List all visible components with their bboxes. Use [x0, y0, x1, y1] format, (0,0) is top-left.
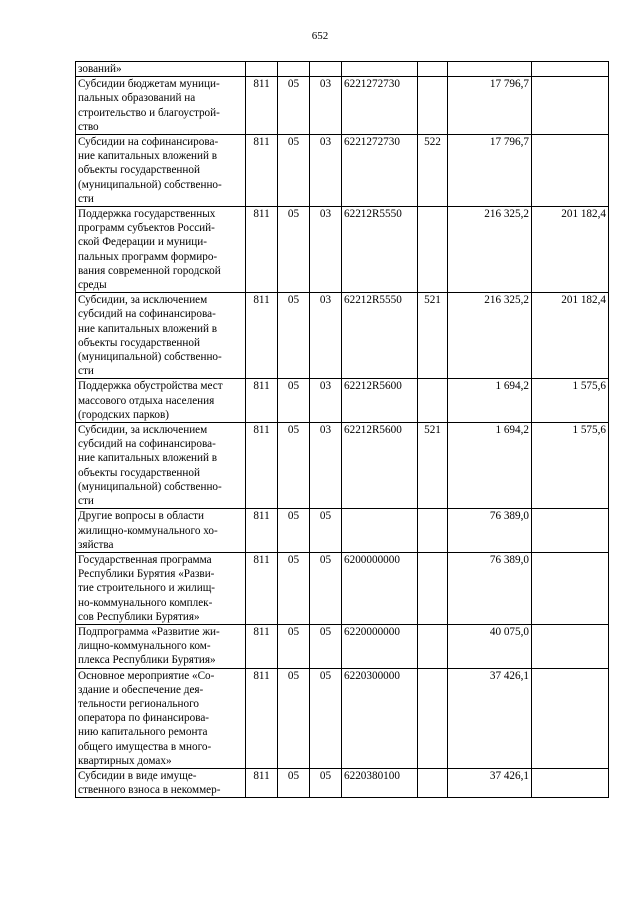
table-row [76, 207, 609, 293]
cell-rz: 05 [278, 135, 310, 207]
cell-pr: 03 [310, 135, 342, 207]
cell-ved: 811 [246, 552, 278, 624]
cell-sum-1: 1 694,2 [448, 379, 532, 423]
cell-pr [310, 62, 342, 77]
cell-sum-2 [532, 509, 609, 553]
table-row [76, 768, 609, 797]
row-name-text: Другие вопросы в области жилищно-коммунального хо- зяйства [78, 510, 218, 551]
row-name-text: Субсидии, за исключением субсидий на софинансирова- ние капитальных вложений в объекты государственной (муниципальной) собственно- сти [78, 294, 222, 378]
cell-vr: 521 [418, 293, 448, 379]
cell-csr: 62212R5600 [342, 379, 418, 423]
cell-csr: 6221272730 [342, 135, 418, 207]
table-row [76, 624, 609, 668]
cell-rz: 05 [278, 552, 310, 624]
cell-pr: 05 [310, 668, 342, 768]
cell-vr [418, 62, 448, 77]
cell-pr: 05 [310, 509, 342, 553]
cell-sum-2 [532, 668, 609, 768]
table-row [76, 77, 609, 135]
cell-ved: 811 [246, 135, 278, 207]
cell-ved: 811 [246, 768, 278, 797]
cell-sum-2 [532, 552, 609, 624]
cell-sum-1: 37 426,1 [448, 768, 532, 797]
cell-ved: 811 [246, 293, 278, 379]
cell-name [76, 768, 246, 797]
cell-ved [246, 62, 278, 77]
cell-sum-2 [532, 624, 609, 668]
cell-pr: 05 [310, 768, 342, 797]
cell-sum-2 [532, 768, 609, 797]
cell-csr: 6200000000 [342, 552, 418, 624]
cell-sum-1: 37 426,1 [448, 668, 532, 768]
cell-vr [418, 379, 448, 423]
row-name-text: Подпрограмма «Развитие жи- лищно-коммунального ком- плекса Республики Бурятия» [78, 625, 220, 667]
cell-ved: 811 [246, 624, 278, 668]
cell-csr: 62212R5600 [342, 423, 418, 509]
cell-sum-2: 201 182,4 [532, 207, 609, 293]
cell-sum-2 [532, 77, 609, 135]
cell-vr [418, 768, 448, 797]
cell-vr [418, 77, 448, 135]
cell-sum-1 [448, 62, 532, 77]
row-name-text: зований» [78, 63, 122, 75]
cell-vr [418, 624, 448, 668]
cell-ved: 811 [246, 207, 278, 293]
cell-ved: 811 [246, 509, 278, 553]
cell-sum-1: 17 796,7 [448, 77, 532, 135]
budget-table [75, 61, 609, 798]
cell-rz: 05 [278, 77, 310, 135]
cell-name [76, 509, 246, 553]
cell-csr [342, 509, 418, 553]
cell-vr [418, 668, 448, 768]
cell-sum-2: 1 575,6 [532, 379, 609, 423]
cell-name [76, 207, 246, 293]
cell-sum-2: 201 182,4 [532, 293, 609, 379]
table-row [76, 293, 609, 379]
cell-vr: 522 [418, 135, 448, 207]
cell-pr: 03 [310, 207, 342, 293]
cell-sum-2 [532, 62, 609, 77]
cell-sum-2 [532, 135, 609, 207]
cell-pr: 03 [310, 77, 342, 135]
table-row [76, 668, 609, 768]
cell-rz: 05 [278, 293, 310, 379]
table-row [76, 552, 609, 624]
row-name-text: Поддержка обустройства мест массового отдыха населения (городских парков) [78, 380, 223, 421]
cell-rz: 05 [278, 379, 310, 423]
cell-sum-1: 17 796,7 [448, 135, 532, 207]
cell-vr [418, 509, 448, 553]
cell-csr: 62212R5550 [342, 293, 418, 379]
cell-sum-2: 1 575,6 [532, 423, 609, 509]
table-row [76, 379, 609, 423]
cell-sum-1: 76 389,0 [448, 552, 532, 624]
cell-vr [418, 207, 448, 293]
cell-sum-1: 216 325,2 [448, 293, 532, 379]
cell-pr: 05 [310, 624, 342, 668]
cell-ved: 811 [246, 77, 278, 135]
cell-sum-1: 76 389,0 [448, 509, 532, 553]
cell-name [76, 552, 246, 624]
cell-pr: 03 [310, 379, 342, 423]
cell-sum-1: 216 325,2 [448, 207, 532, 293]
table-body [76, 62, 609, 798]
cell-name [76, 379, 246, 423]
cell-ved: 811 [246, 668, 278, 768]
cell-rz [278, 62, 310, 77]
cell-csr: 62212R5550 [342, 207, 418, 293]
cell-pr: 05 [310, 552, 342, 624]
table-row [76, 509, 609, 553]
cell-csr: 6220300000 [342, 668, 418, 768]
row-name-text: Субсидии, за исключением субсидий на софинансирова- ние капитальных вложений в объекты государственной (муниципальной) собственно- сти [78, 424, 222, 508]
row-name-text: Поддержка государственных программ субъектов Россий- ской Федерации и муници- пальных программ формиро- вания современной городской среды [78, 208, 221, 292]
cell-rz: 05 [278, 668, 310, 768]
cell-name [76, 62, 246, 77]
cell-name [76, 668, 246, 768]
cell-csr [342, 62, 418, 77]
cell-ved: 811 [246, 423, 278, 509]
table-row [76, 423, 609, 509]
cell-vr [418, 552, 448, 624]
cell-name [76, 624, 246, 668]
cell-name [76, 293, 246, 379]
cell-rz: 05 [278, 768, 310, 797]
cell-rz: 05 [278, 509, 310, 553]
cell-name [76, 135, 246, 207]
cell-sum-1: 1 694,2 [448, 423, 532, 509]
cell-name [76, 77, 246, 135]
cell-pr: 03 [310, 423, 342, 509]
cell-rz: 05 [278, 624, 310, 668]
cell-csr: 6220380100 [342, 768, 418, 797]
page-number: 652 [311, 30, 329, 42]
cell-vr: 521 [418, 423, 448, 509]
cell-sum-1: 40 075,0 [448, 624, 532, 668]
cell-csr: 6220000000 [342, 624, 418, 668]
row-name-text: Субсидии в виде имуще- ственного взноса в некоммер- [78, 769, 221, 797]
row-name-text: Основное мероприятие «Со- здание и обеспечение дея- тельности регионального оператора по финансирова- нию капитального ремонта общего имущества в много- квартирных домах» [78, 669, 215, 767]
table-row [76, 135, 609, 207]
table-row [76, 62, 609, 77]
row-name-text: Субсидии бюджетам муници- пальных образований на строительство и благоустрой- ство [78, 78, 220, 133]
row-name-text: Государственная программа Республики Бурятия «Разви- тие строительного и жилищ- но-коммунального комплек- сов Республики Бурятия» [78, 553, 216, 623]
cell-ved: 811 [246, 379, 278, 423]
cell-pr: 03 [310, 293, 342, 379]
cell-name [76, 423, 246, 509]
cell-rz: 05 [278, 423, 310, 509]
row-name-text: Субсидии на софинансирова- ние капитальных вложений в объекты государственной (муниципальной) собственно- сти [78, 136, 222, 205]
cell-rz: 05 [278, 207, 310, 293]
cell-csr: 6221272730 [342, 77, 418, 135]
